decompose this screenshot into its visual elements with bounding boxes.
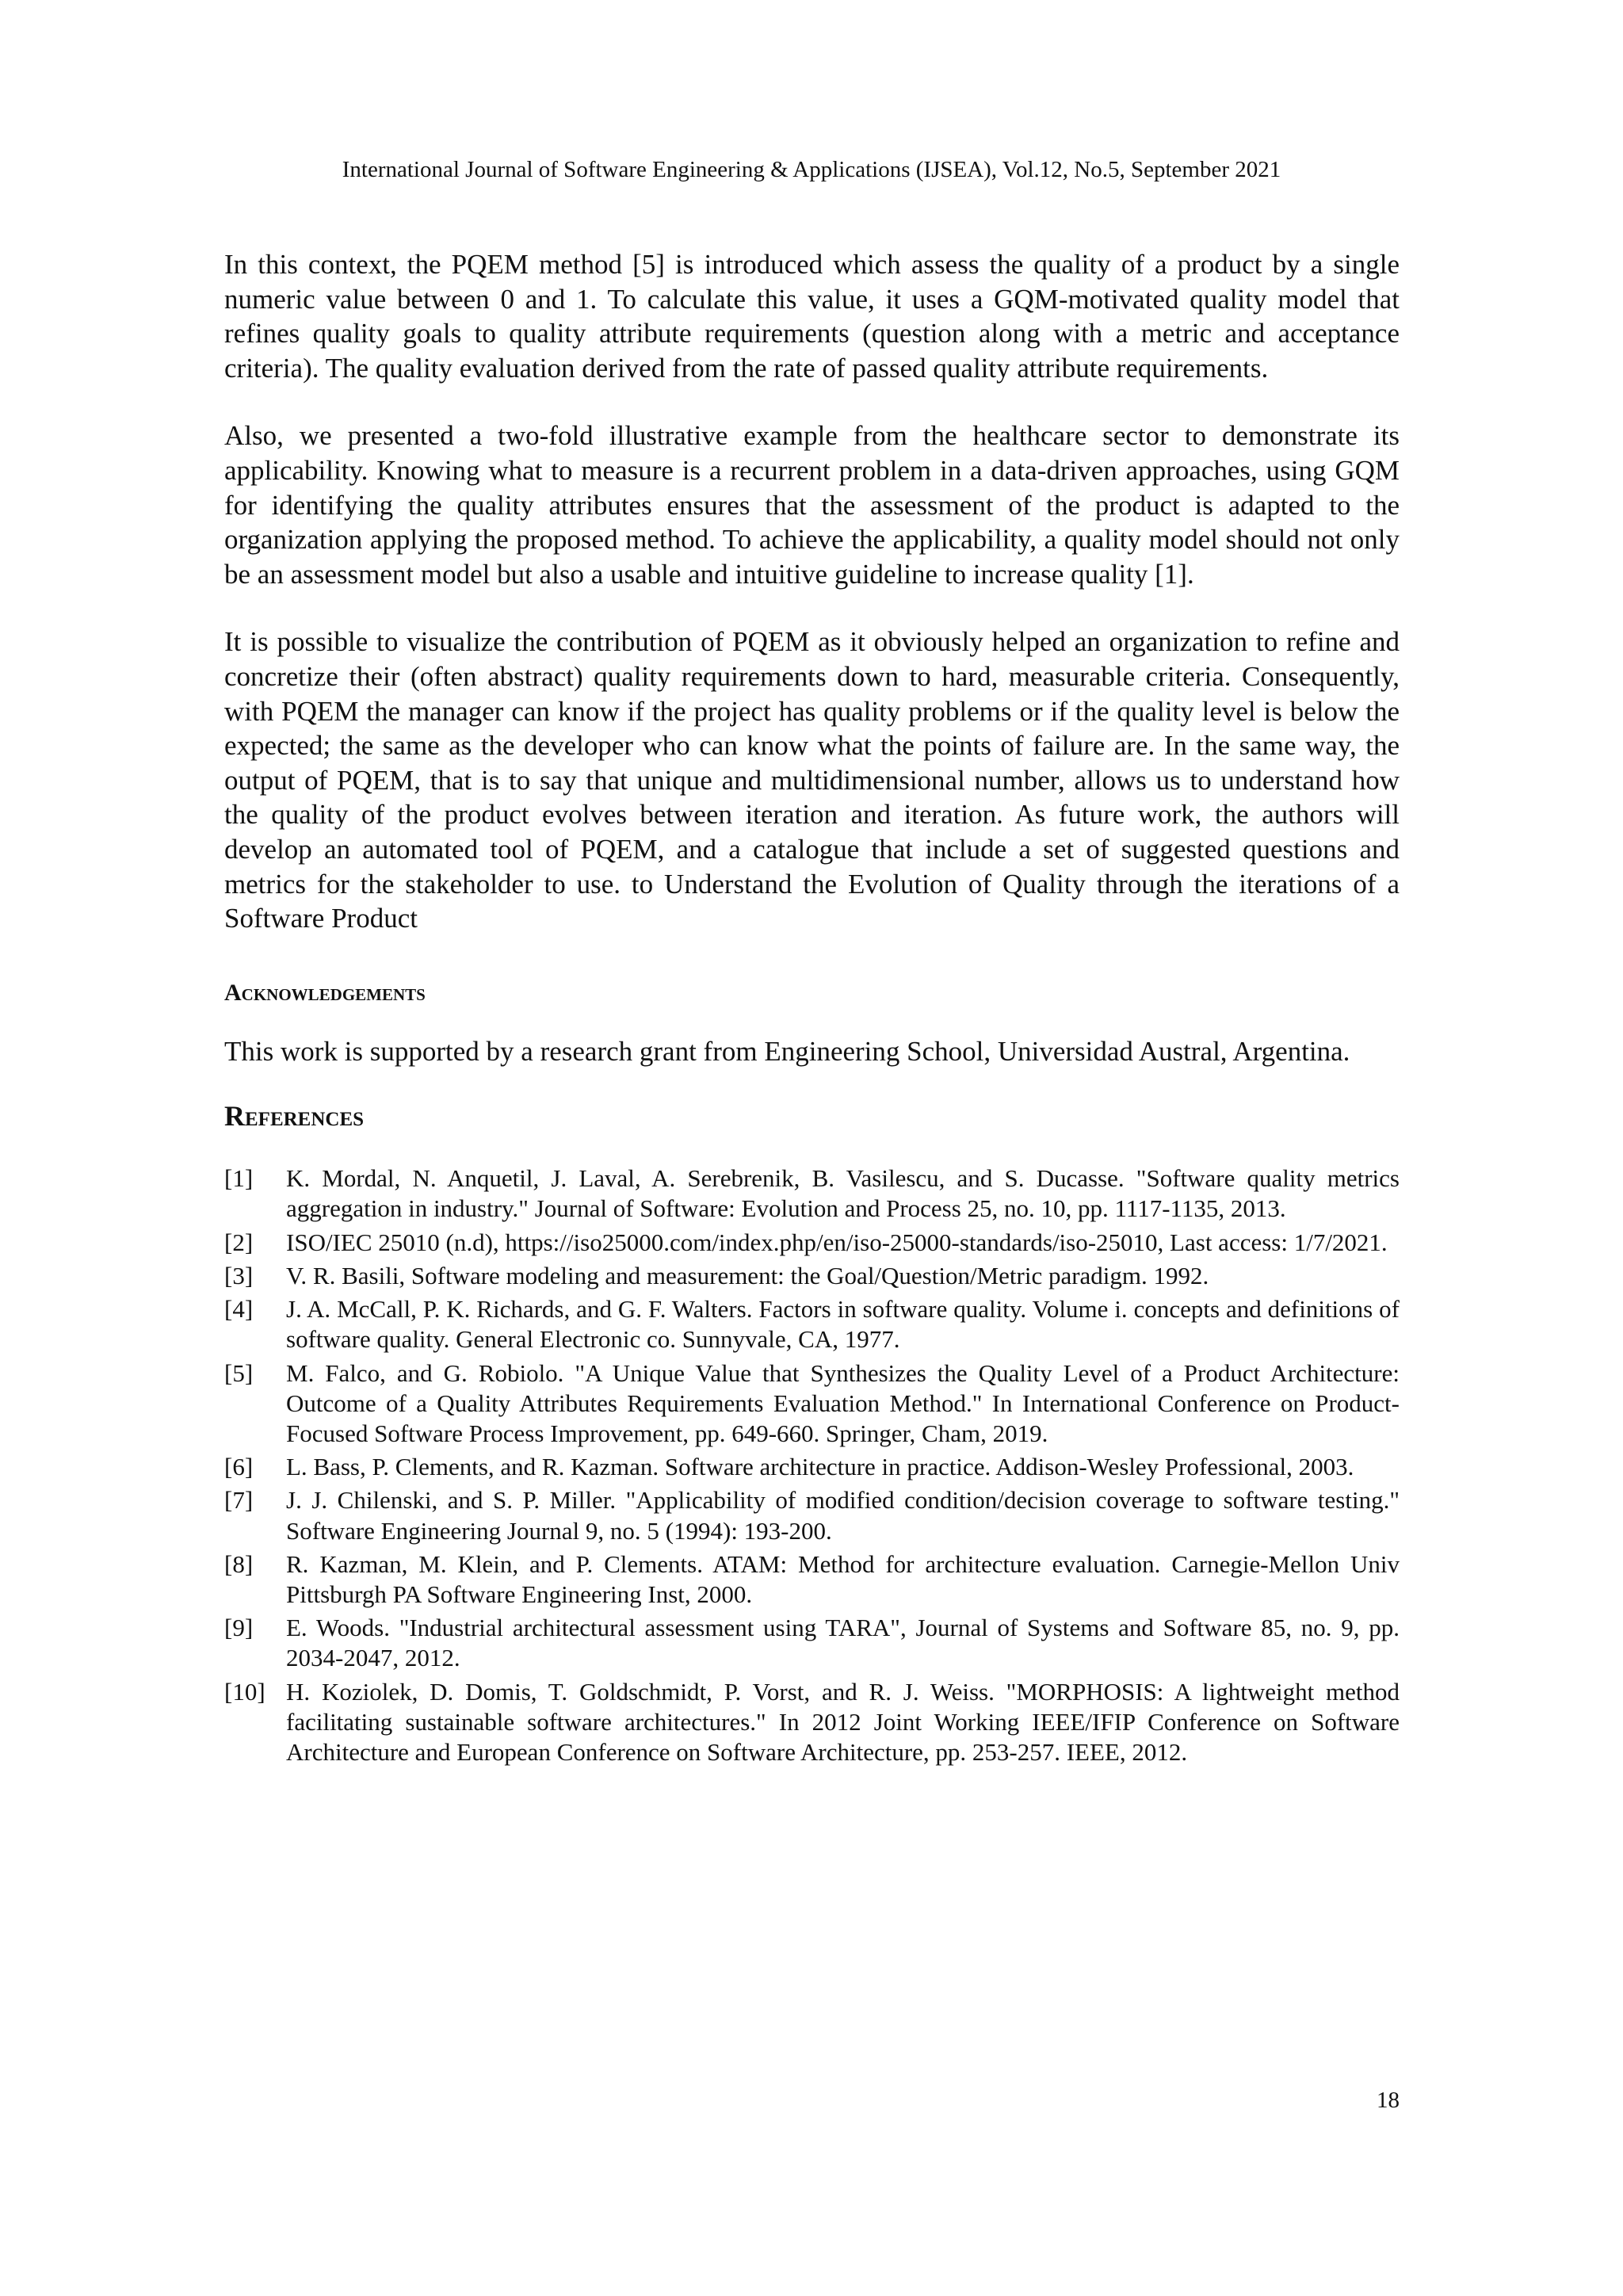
- reference-number: [4]: [224, 1295, 254, 1324]
- reference-item: [224, 1452, 1400, 1482]
- reference-text: J. A. McCall, P. K. Richards, and G. F. Walters. Factors in software quality. Volume i. concepts and definitions of software quality. General Electronic co. Sunnyvale, CA, 1977.: [286, 1295, 1400, 1354]
- page-content: [224, 247, 1400, 1771]
- reference-list: [224, 1163, 1400, 1767]
- reference-item: [224, 1163, 1400, 1224]
- reference-text: V. R. Basili, Software modeling and measurement: the Goal/Question/Metric paradigm. 1992.: [286, 1261, 1209, 1289]
- reference-item: [224, 1358, 1400, 1450]
- body-paragraph-2: Also, we presented a two-fold illustrative example from the healthcare sector to demonstrate its applicability. Knowing what to measure is a recurrent problem in a data-driven approaches, using GQM for identifying the quality attributes ensures that the assessment of the product is adapted to the organization applying the proposed method. To achieve the applicability, a quality model should not only be an assessment model but also a usable and intuitive guideline to increase quality [1].: [224, 420, 1400, 590]
- reference-number: [8]: [224, 1549, 254, 1578]
- reference-number: [1]: [224, 1164, 254, 1193]
- reference-number: [5]: [224, 1358, 254, 1387]
- acknowledgements-text: This work is supported by a research grant from Engineering School, Universidad Austral, Argentina.: [224, 1035, 1350, 1067]
- references-heading: References: [224, 1100, 365, 1133]
- reference-text: H. Koziolek, D. Domis, T. Goldschmidt, P. Vorst, and R. J. Weiss. "MORPHOSIS: A lightweight method facilitating sustainable software architectures." In 2012 Joint Working IEEE/IFIP Conference on Software Architecture and European Conference on Software Architecture, pp. 253-257. IEEE, 2012.: [286, 1677, 1400, 1766]
- reference-item: [224, 1294, 1400, 1354]
- reference-number: [3]: [224, 1261, 254, 1289]
- reference-item: [224, 1261, 1400, 1291]
- body-paragraph-3: It is possible to visualize the contribution of PQEM as it obviously helped an organization to refine and concretize their (often abstract) quality requirements down to hard, measurable criteria. Consequently, with PQEM the manager can know if the project has quality problems or if the quality level is below the expected; the same as the developer who can know what the points of failure are. In the same way, the output of PQEM, that is to say that unique and multidimensional number, allows us to understand how the quality of the product evolves between iteration and iteration. As future work, the authors will develop an automated tool of PQEM, and a catalogue that include a set of suggested questions and metrics for the stakeholder to use. to Understand the Evolution of Quality through the iterations of a Software Product: [224, 626, 1400, 934]
- reference-item: [224, 1549, 1400, 1610]
- reference-text: K. Mordal, N. Anquetil, J. Laval, A. Serebrenik, B. Vasilescu, and S. Ducasse. "Software quality metrics aggregation in industry." Journal of Software: Evolution and Process 25, no. 10, pp. 1117-1135, 2013.: [286, 1164, 1400, 1223]
- running-header: International Journal of Software Engineering & Applications (IJSEA), Vol.12, No.5, September 2021: [342, 157, 1281, 182]
- reference-number: [10]: [224, 1677, 265, 1706]
- reference-item: [224, 1677, 1400, 1768]
- reference-number: [9]: [224, 1614, 254, 1642]
- reference-text: J. J. Chilenski, and S. P. Miller. "Applicability of modified condition/decision coverage to software testing." Software Engineering Journal 9, no. 5 (1994): 193-200.: [286, 1486, 1400, 1545]
- reference-text: L. Bass, P. Clements, and R. Kazman. Software architecture in practice. Addison-Wesley Professional, 2003.: [286, 1453, 1354, 1481]
- reference-text: E. Woods. "Industrial architectural assessment using TARA", Journal of Systems and Software 85, no. 9, pp. 2034-2047, 2012.: [286, 1614, 1400, 1672]
- reference-number: [2]: [224, 1228, 254, 1256]
- reference-item: [224, 1485, 1400, 1545]
- reference-number: [6]: [224, 1453, 254, 1481]
- acknowledgements-heading: Acknowledgements: [224, 979, 426, 1006]
- page-number: 18: [1377, 2088, 1400, 2113]
- reference-item: [224, 1613, 1400, 1673]
- reference-item: [224, 1228, 1400, 1258]
- reference-text: M. Falco, and G. Robiolo. "A Unique Value that Synthesizes the Quality Level of a Product Architecture: Outcome of a Quality Attributes Requirements Evaluation Method." In International Conference on Product-Focused Software Process Improvement, pp. 649-660. Springer, Cham, 2019.: [286, 1358, 1400, 1447]
- body-paragraph-1: In this context, the PQEM method [5] is introduced which assess the quality of a product by a single numeric value between 0 and 1. To calculate this value, it uses a GQM-motivated quality model that refines quality goals to quality attribute requirements (question along with a metric and acceptance criteria). The quality evaluation derived from the rate of passed quality attribute requirements.: [224, 249, 1400, 384]
- reference-text: R. Kazman, M. Klein, and P. Clements. ATAM: Method for architecture evaluation. Carnegie-Mellon Univ Pittsburgh PA Software Engineering Inst, 2000.: [286, 1549, 1400, 1608]
- reference-text: ISO/IEC 25010 (n.d), https://iso25000.com/index.php/en/iso-25000-standards/iso-25010, Last access: 1/7/2021.: [286, 1228, 1388, 1256]
- reference-number: [7]: [224, 1486, 254, 1515]
